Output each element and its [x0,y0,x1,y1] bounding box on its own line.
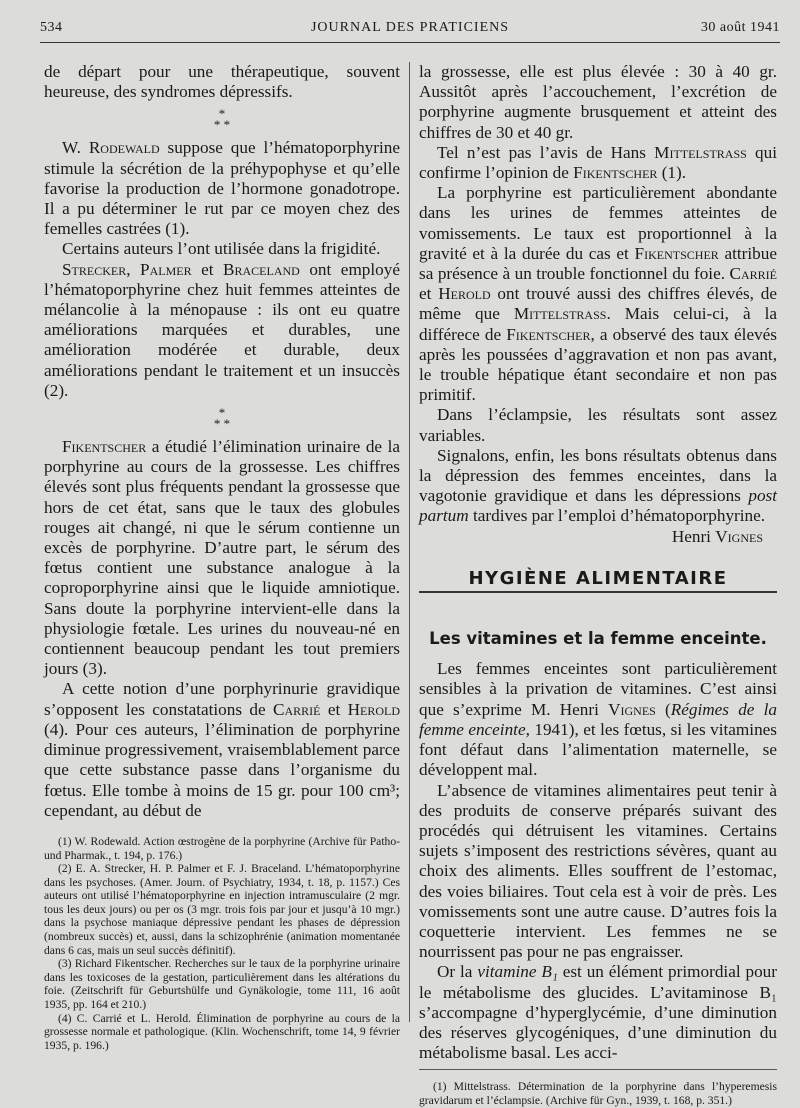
paragraph-text: A cette notion d’une porphyrinurie gravidique s’opposent les constatations de [44,679,400,719]
author-name: Mittelstrass [513,304,607,324]
footnote: (1) W. Rodewald. Action œstrogène de la porphyrine (Archive für Patho-und Pharmak., t. 194, p. 176.) [44,834,400,862]
paragraph-text: tardives par l’emploi d’hématoporphyrine. [468,506,766,526]
paragraph [44,138,400,239]
page-header [40,18,780,43]
footnotes [419,1080,777,1107]
footnotes [44,835,400,1053]
section-separator [44,405,400,432]
paragraph-text: La porphyrine est particulièrement abondante dans les urines de femmes atteintes de vomissements. Le taux est proportionnel à la gravité et à la durée du cas et [419,183,777,263]
author-name: Herold [347,699,401,719]
paragraph-text: et [191,259,224,279]
paragraph-text: a étudié l’élimination urinaire de la porphyrine au cours de la grossesse. Les chiffres élevés sont plus fréquents pendant la grossesse que hors de cet état, sans que le taux des globules rouges ait changé, ni que le sérum contienne un excès de porphyrine. D’autre part, le sérum des fœtus contient une substance analogue à la coproporphyrine ainsi que le liquide amniotique. Sans doute la porphyrine intervient-elle dans la physiologie fœtale. Les urines du nouveau-né en contiennent beaucoup pendant les tout premiers jours (3). [44,437,400,679]
footnote: (4) C. Carrié et L. Herold. Élimination de porphyrine au cours de la grossesse normale et pathologique. (Klin. Wochenschrift, tome 14, 9 février 1935, p. 196.) [44,1011,400,1052]
footnote: (1) Mittelstrass. Détermination de la porphyrine dans l’hyperemesis gravidarum et l’éclampsie. (Archive für Gyn., 1939, t. 168, p. 351.) [419,1080,777,1107]
signature-last-name: Vignes [715,526,763,546]
paragraph-text: ( [655,699,671,719]
paragraph: Certains auteurs l’ont utilisée dans la frigidité. [62,239,381,259]
author-name: Mittelstrass [654,142,747,162]
paragraph-text: ont employé l’hématoporphyrine chez huit femmes atteintes de mélancolie à la ménopause : ils ont eu quatre améliorations marquées et durables, une amélioration modérée et durable, deux améliorations pendant le traitement et un insuccès (2). [44,259,400,400]
paragraph [419,962,777,1063]
signature [419,527,763,547]
paragraph [419,659,777,780]
author-name: Vignes [608,699,656,719]
paragraph [44,260,400,401]
italic-text: Régimes de la femme enceinte [419,699,777,739]
author-name: W. Rodewald [62,138,160,158]
author-name: Fikentscher [62,437,147,457]
article-title: Les vitamines et la femme enceinte. [429,629,767,649]
section-title-text: HYGIÈNE ALIMENTAIRE [468,567,728,589]
stars: * * [213,117,231,133]
author-name: Carrié [272,699,321,719]
paragraph-text: Or la [437,962,478,982]
paragraph [419,446,777,527]
author-name: Braceland [223,259,300,279]
paragraph: L’absence de vitamines alimentaires peut tenir à des produits de conserve préparés suivant des procédés qui détruisent les vitamines. Certains sujets s’imposent des restrictions sévères, quant au choix des aliments. Elles souffrent de l’estomac, des voies biliaires. Tout cela est à voir de près. Les vomissements sont une autre cause. D’autres fois la coquetterie intervient. Les femmes ne se nourrissent pas pour ne pas engraisser. [419,780,777,962]
journal-title: JOURNAL DES PRATICIENS [310,20,510,35]
paragraph: de départ pour une thérapeutique, souvent heureuse, des syndromes dépressifs. [44,62,400,102]
paragraph [419,143,777,183]
footnote-rule [419,1069,777,1070]
paragraph: Dans l’éclampsie, les résultats sont assez variables. [419,405,777,445]
paragraph-text: (1). [657,163,687,183]
author-name: Fikentscher [506,324,591,344]
footnote: (2) E. A. Strecker, H. P. Palmer et F. J. Braceland. L’hématoporphyrine dans les psychoses. (Amer. Journ. of Psychiatry, 1934, t. 18, p. 1157.) Ces auteurs ont utilisé l’hématoporphyrine en injection intramusculaire (2 mgr. tous les deux jours) ou per os (3 mgr. trois fois par jour et jusqu’à 10 mgr.) dans la psychose maniaque dépressive pendant les phases de dépression (nombreux succès) et, aussi, dans la schizophrénie (animation momentanée dans 6 cas, mais un seul succès définitif). [44,862,400,957]
paragraph [419,183,777,405]
section-separator [44,106,400,133]
page-number: 534 [40,20,63,35]
paragraph-text: , a observé des taux élevés après les poussées d’aggravation et non pas avant, le trouble hépatique étant secondaire et non pas primitif. [419,324,777,405]
author-name: Herold [438,284,491,304]
section-title [419,569,777,607]
paragraph-text: est un élément primordial pour le métabolisme des glucides. L’avitaminose B₁ s’accompagne d’hyperglycémie, d’une diminution des réserves glycogéniques, d’une diminution du métabolisme basal. Les acci- [419,962,777,1063]
star: * [218,405,226,421]
paragraph [44,679,400,820]
paragraph-text: suppose que l’hématoporphyrine stimule la sécrétion de la préhypophyse et qu’elle favorise la production de l’hormone gonadotrope. Il a pu déterminer le rut par ce moyen chez des femelles castrées (1). [44,138,400,239]
issue-date: 30 août 1941 [700,20,780,35]
paragraph-text: ont trouvé aussi des chiffres élevés, de même que [419,284,777,324]
left-column [44,62,400,1052]
paragraph-text: attribue sa présence à un trouble fonctionnel du foie. [419,243,777,284]
stars: * * [213,416,231,432]
paragraph-text: Signalons, enfin, les bons résultats obtenus dans la dépression des femmes enceintes, dans la vagotonie gravidique et dans les dépressions [419,445,777,506]
section-rule [419,591,777,593]
paragraph [44,437,400,679]
author-name: Carrié [729,264,777,284]
author-name: Fikentscher [573,163,658,183]
right-column [419,62,777,1108]
author-name: Fikentscher [634,243,719,263]
paragraph-text: . Mais celui-ci, à la différece de [419,304,778,344]
paragraph-text: qui confirme l’opinion de [419,142,777,183]
italic-text: post partum [419,486,777,526]
paragraph: la grossesse, elle est plus élevée : 30 à 40 gr. Aussitôt après l’accouchement, l’excrétion de porphyrine augmente brusquement et atteint des chiffres de 30 et 40 gr. [419,62,777,142]
column-divider [409,62,410,1022]
signature-first-name: Henri [671,526,716,546]
paragraph-text: , 1941), et les fœtus, si les vitamines font défaut dans l’alimentation maternelle, se développent mal. [419,719,777,780]
author-name: Strecker, Palmer [62,259,192,279]
italic-text: vitamine B₁ [477,962,558,982]
footnote: (3) Richard Fikentscher. Recherches sur le taux de la porphyrine urinaire dans les toxicoses de la gestation, particulièrement dans les altérations du foie. (Zeitschrift für Geburtshülfe und Gynäkologie, tome 111, 16 août 1935, pp. 164 et 210.) [44,957,400,1012]
paragraph-text: et [320,699,348,719]
paragraph-text: Tel n’est pas l’avis de Hans [437,142,655,162]
paragraph-text: Les femmes enceintes sont particulièrement sensibles à la privation de vitamines. C’est ainsi que s’exprime M. Henri [419,659,777,719]
paragraph-text: et [419,284,439,304]
paragraph-text: (4). Pour ces auteurs, l’élimination de porphyrine diminue progressivement, vraisemblablement parce que cette substance passe dans l’organisme du fœtus. Elle tombe à moins de 15 gr. pour 100 cm³; cependant, au début de [44,719,400,820]
star: * [218,106,226,122]
